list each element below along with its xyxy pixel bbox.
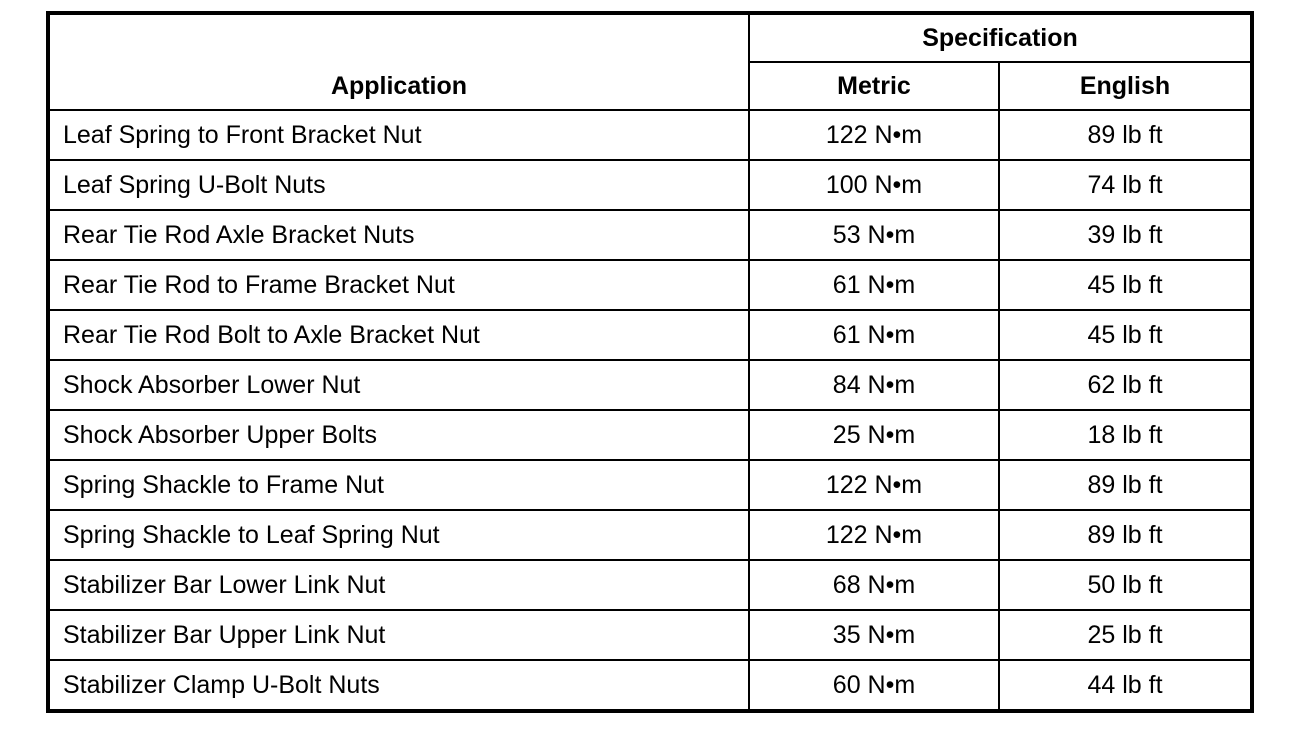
metric-cell: 122 N•m <box>749 510 999 560</box>
english-cell: 89 lb ft <box>999 110 1252 160</box>
table-row <box>48 160 1252 210</box>
header-english: English <box>999 62 1252 110</box>
application-cell: Rear Tie Rod Bolt to Axle Bracket Nut <box>48 310 749 360</box>
header-row-top <box>48 13 1252 62</box>
english-cell: 39 lb ft <box>999 210 1252 260</box>
header-application: Application <box>48 13 749 110</box>
english-cell: 45 lb ft <box>999 310 1252 360</box>
metric-cell: 61 N•m <box>749 260 999 310</box>
metric-cell: 68 N•m <box>749 560 999 610</box>
english-cell: 18 lb ft <box>999 410 1252 460</box>
metric-cell: 60 N•m <box>749 660 999 711</box>
english-cell: 25 lb ft <box>999 610 1252 660</box>
english-cell: 44 lb ft <box>999 660 1252 711</box>
table-row <box>48 560 1252 610</box>
application-cell: Shock Absorber Lower Nut <box>48 360 749 410</box>
application-cell: Rear Tie Rod to Frame Bracket Nut <box>48 260 749 310</box>
table-row <box>48 310 1252 360</box>
metric-cell: 53 N•m <box>749 210 999 260</box>
application-cell: Shock Absorber Upper Bolts <box>48 410 749 460</box>
table-row <box>48 660 1252 711</box>
table-row <box>48 260 1252 310</box>
application-cell: Stabilizer Bar Lower Link Nut <box>48 560 749 610</box>
metric-cell: 122 N•m <box>749 110 999 160</box>
english-cell: 62 lb ft <box>999 360 1252 410</box>
metric-cell: 25 N•m <box>749 410 999 460</box>
application-cell: Spring Shackle to Frame Nut <box>48 460 749 510</box>
english-cell: 45 lb ft <box>999 260 1252 310</box>
table-body <box>48 110 1252 711</box>
application-cell: Spring Shackle to Leaf Spring Nut <box>48 510 749 560</box>
header-specification: Specification <box>749 13 1252 62</box>
fastener-torque-table <box>46 11 1254 713</box>
application-cell: Leaf Spring U-Bolt Nuts <box>48 160 749 210</box>
header-metric: Metric <box>749 62 999 110</box>
table-row <box>48 510 1252 560</box>
english-cell: 50 lb ft <box>999 560 1252 610</box>
english-cell: 74 lb ft <box>999 160 1252 210</box>
english-cell: 89 lb ft <box>999 460 1252 510</box>
table-row <box>48 460 1252 510</box>
english-cell: 89 lb ft <box>999 510 1252 560</box>
application-cell: Stabilizer Bar Upper Link Nut <box>48 610 749 660</box>
table-row <box>48 210 1252 260</box>
application-cell: Stabilizer Clamp U-Bolt Nuts <box>48 660 749 711</box>
metric-cell: 61 N•m <box>749 310 999 360</box>
metric-cell: 84 N•m <box>749 360 999 410</box>
metric-cell: 100 N•m <box>749 160 999 210</box>
table-header <box>48 13 1252 110</box>
table-row <box>48 610 1252 660</box>
metric-cell: 122 N•m <box>749 460 999 510</box>
application-cell: Leaf Spring to Front Bracket Nut <box>48 110 749 160</box>
application-cell: Rear Tie Rod Axle Bracket Nuts <box>48 210 749 260</box>
metric-cell: 35 N•m <box>749 610 999 660</box>
table-row <box>48 360 1252 410</box>
table-row <box>48 110 1252 160</box>
table-row <box>48 410 1252 460</box>
